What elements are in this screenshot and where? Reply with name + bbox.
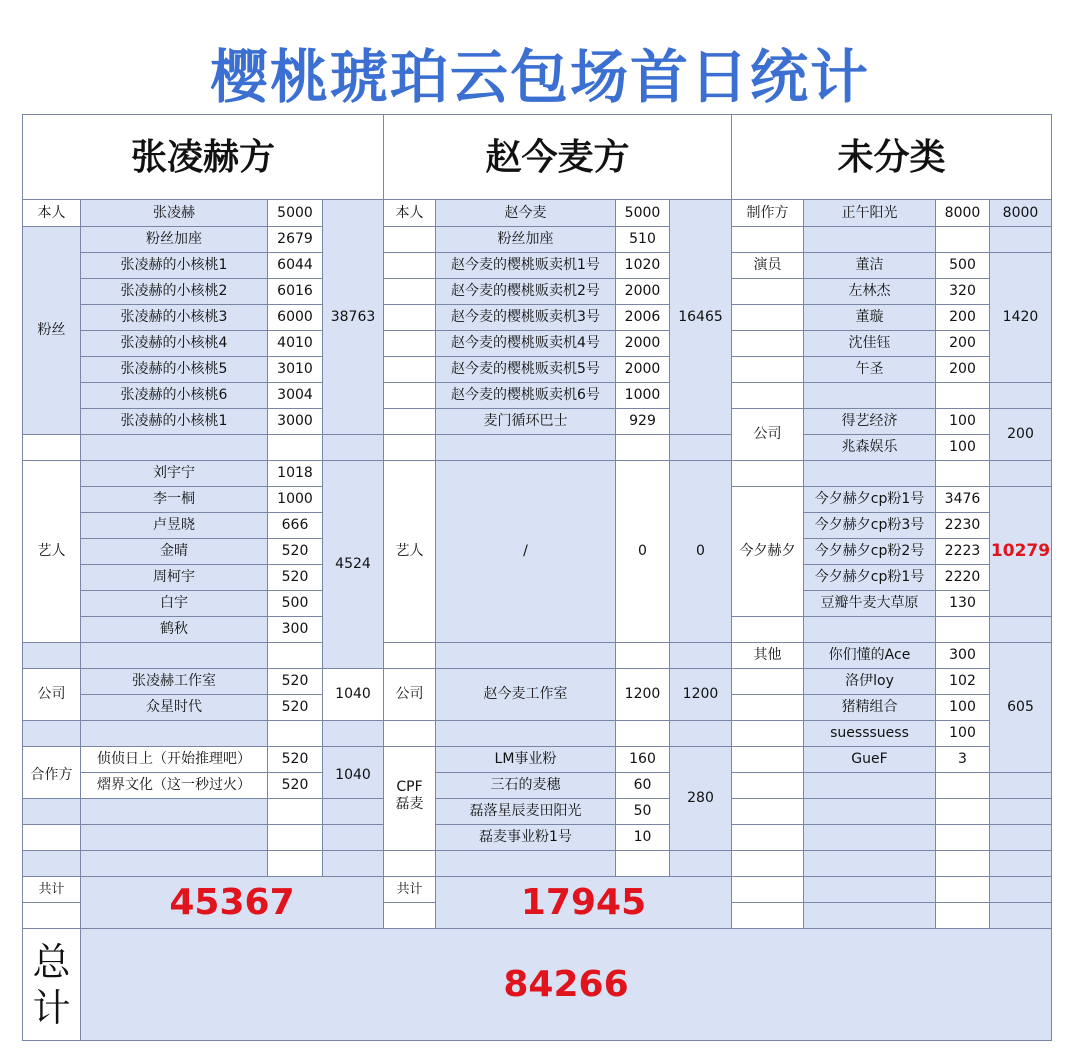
category-label: 公司 bbox=[731, 408, 804, 461]
entry-value: 1000 bbox=[267, 486, 323, 513]
entry-name: 左林杰 bbox=[803, 278, 936, 305]
entry-value: 520 bbox=[267, 668, 323, 695]
entry-name: 卢昱晓 bbox=[80, 512, 268, 539]
empty-cell bbox=[322, 798, 384, 825]
entry-value: 10 bbox=[615, 824, 670, 851]
entry-name: 粉丝加座 bbox=[80, 226, 268, 253]
empty-cell bbox=[731, 876, 804, 903]
empty-cell bbox=[383, 382, 436, 409]
entry-name: 张凌赫工作室 bbox=[80, 668, 268, 695]
entry-name: 张凌赫的小核桃1 bbox=[80, 408, 268, 435]
entry-name: 赵今麦的樱桃贩卖机6号 bbox=[435, 382, 616, 409]
empty-cell bbox=[803, 226, 936, 253]
entry-value: 1200 bbox=[615, 668, 670, 721]
entry-value: 60 bbox=[615, 772, 670, 799]
category-label: 粉丝 bbox=[22, 226, 81, 435]
empty-cell bbox=[989, 772, 1052, 799]
total-value: 45367 bbox=[80, 876, 384, 929]
entry-value: 160 bbox=[615, 746, 670, 773]
entry-value: 666 bbox=[267, 512, 323, 539]
empty-cell bbox=[731, 304, 804, 331]
entry-name: 熠界文化（这一秒过火） bbox=[80, 772, 268, 799]
empty-cell bbox=[435, 720, 616, 747]
entry-value: 130 bbox=[935, 590, 990, 617]
empty-cell bbox=[731, 902, 804, 929]
entry-value: 520 bbox=[267, 564, 323, 591]
empty-cell bbox=[935, 902, 990, 929]
empty-cell bbox=[383, 850, 436, 877]
entry-value: 100 bbox=[935, 434, 990, 461]
empty-cell bbox=[803, 850, 936, 877]
empty-cell bbox=[383, 278, 436, 305]
entry-name: GueF bbox=[803, 746, 936, 773]
total-value: 17945 bbox=[435, 876, 732, 929]
entry-name: 赵今麦的樱桃贩卖机3号 bbox=[435, 304, 616, 331]
category-label: 制作方 bbox=[731, 199, 804, 227]
entry-name: 正午阳光 bbox=[803, 199, 936, 227]
empty-cell bbox=[731, 720, 804, 747]
empty-cell bbox=[383, 434, 436, 461]
empty-cell bbox=[80, 798, 268, 825]
entry-name: suesssuess bbox=[803, 720, 936, 747]
empty-cell bbox=[731, 382, 804, 409]
empty-cell bbox=[935, 226, 990, 253]
subtotal: 8000 bbox=[989, 199, 1052, 227]
empty-cell bbox=[322, 850, 384, 877]
entry-name: 刘宇宁 bbox=[80, 460, 268, 487]
category-label: 公司 bbox=[383, 668, 436, 721]
empty-cell bbox=[383, 304, 436, 331]
entry-name: 鹤秋 bbox=[80, 616, 268, 643]
empty-cell bbox=[267, 798, 323, 825]
entry-name: 兆森娱乐 bbox=[803, 434, 936, 461]
empty-cell bbox=[669, 642, 732, 669]
entry-name: 张凌赫的小核桃6 bbox=[80, 382, 268, 409]
entry-value: 8000 bbox=[935, 199, 990, 227]
empty-cell bbox=[731, 278, 804, 305]
empty-cell bbox=[731, 330, 804, 357]
empty-cell bbox=[615, 642, 670, 669]
empty-cell bbox=[731, 824, 804, 851]
empty-cell bbox=[669, 850, 732, 877]
empty-cell bbox=[383, 642, 436, 669]
entry-value: 1020 bbox=[615, 252, 670, 279]
entry-value: 2000 bbox=[615, 278, 670, 305]
subtotal: 605 bbox=[989, 642, 1052, 773]
empty-cell bbox=[669, 434, 732, 461]
empty-cell bbox=[80, 434, 268, 461]
entry-value: 520 bbox=[267, 746, 323, 773]
empty-cell bbox=[267, 434, 323, 461]
empty-cell bbox=[803, 824, 936, 851]
header-left: 张凌赫方 bbox=[22, 114, 384, 200]
entry-name: 众星时代 bbox=[80, 694, 268, 721]
entry-name: 周柯宇 bbox=[80, 564, 268, 591]
subtotal: 1200 bbox=[669, 668, 732, 721]
entry-value: 320 bbox=[935, 278, 990, 305]
entry-name: 你们懂的Ace bbox=[803, 642, 936, 669]
empty-cell bbox=[383, 252, 436, 279]
total-label: 共计 bbox=[22, 876, 81, 903]
entry-value: 520 bbox=[267, 772, 323, 799]
empty-cell bbox=[731, 226, 804, 253]
entry-name: 猪精组合 bbox=[803, 694, 936, 721]
entry-name: 赵今麦的樱桃贩卖机5号 bbox=[435, 356, 616, 383]
empty-cell bbox=[267, 850, 323, 877]
empty-cell bbox=[935, 824, 990, 851]
subtotal: 1040 bbox=[322, 668, 384, 721]
entry-name: 李一桐 bbox=[80, 486, 268, 513]
empty-cell bbox=[989, 824, 1052, 851]
empty-cell bbox=[731, 668, 804, 695]
entry-value: 5000 bbox=[267, 199, 323, 227]
entry-value: 300 bbox=[935, 642, 990, 669]
grand-total-value: 84266 bbox=[80, 928, 1052, 1041]
empty-cell bbox=[322, 720, 384, 747]
entry-value: 1000 bbox=[615, 382, 670, 409]
entry-name: 磊落星辰麦田阳光 bbox=[435, 798, 616, 825]
entry-value: 3010 bbox=[267, 356, 323, 383]
empty-cell bbox=[803, 382, 936, 409]
empty-cell bbox=[435, 434, 616, 461]
entry-value: 4010 bbox=[267, 330, 323, 357]
entry-value: 6016 bbox=[267, 278, 323, 305]
category-label: 公司 bbox=[22, 668, 81, 721]
empty-cell bbox=[935, 772, 990, 799]
entry-value: 300 bbox=[267, 616, 323, 643]
empty-cell bbox=[615, 434, 670, 461]
entry-name: 豆瓣牛麦大草原 bbox=[803, 590, 936, 617]
empty-cell bbox=[80, 850, 268, 877]
empty-cell bbox=[22, 902, 81, 929]
empty-cell bbox=[267, 824, 323, 851]
empty-cell bbox=[615, 850, 670, 877]
header-middle: 赵今麦方 bbox=[383, 114, 732, 200]
empty-cell bbox=[80, 720, 268, 747]
subtotal: 200 bbox=[989, 408, 1052, 461]
category-label: 今夕赫夕 bbox=[731, 486, 804, 617]
empty-cell bbox=[22, 798, 81, 825]
entry-name: / bbox=[435, 460, 616, 643]
empty-cell bbox=[383, 902, 436, 929]
empty-cell bbox=[383, 330, 436, 357]
subtotal: 0 bbox=[669, 460, 732, 643]
category-label: 其他 bbox=[731, 642, 804, 669]
empty-cell bbox=[731, 798, 804, 825]
entry-value: 520 bbox=[267, 538, 323, 565]
empty-cell bbox=[935, 850, 990, 877]
category-label: 合作方 bbox=[22, 746, 81, 799]
entry-value: 500 bbox=[267, 590, 323, 617]
entry-value: 100 bbox=[935, 408, 990, 435]
entry-value: 50 bbox=[615, 798, 670, 825]
entry-value: 6000 bbox=[267, 304, 323, 331]
empty-cell bbox=[22, 850, 81, 877]
empty-cell bbox=[935, 798, 990, 825]
empty-cell bbox=[989, 850, 1052, 877]
empty-cell bbox=[731, 356, 804, 383]
empty-cell bbox=[803, 798, 936, 825]
entry-name: 今夕赫夕cp粉1号 bbox=[803, 564, 936, 591]
empty-cell bbox=[989, 616, 1052, 643]
entry-value: 6044 bbox=[267, 252, 323, 279]
entry-name: 白宇 bbox=[80, 590, 268, 617]
empty-cell bbox=[322, 824, 384, 851]
empty-cell bbox=[803, 876, 936, 903]
entry-name: 董洁 bbox=[803, 252, 936, 279]
header-right: 未分类 bbox=[731, 114, 1052, 200]
empty-cell bbox=[731, 772, 804, 799]
empty-cell bbox=[935, 876, 990, 903]
empty-cell bbox=[80, 824, 268, 851]
empty-cell bbox=[22, 824, 81, 851]
entry-name: 粉丝加座 bbox=[435, 226, 616, 253]
entry-value: 510 bbox=[615, 226, 670, 253]
total-label: 共计 bbox=[383, 876, 436, 903]
entry-value: 929 bbox=[615, 408, 670, 435]
entry-value: 100 bbox=[935, 720, 990, 747]
entry-value: 500 bbox=[935, 252, 990, 279]
empty-cell bbox=[989, 226, 1052, 253]
empty-cell bbox=[989, 460, 1052, 487]
grand-total-label: 总 计 bbox=[22, 928, 81, 1041]
entry-name: LM事业粉 bbox=[435, 746, 616, 773]
entry-name: 张凌赫的小核桃3 bbox=[80, 304, 268, 331]
empty-cell bbox=[989, 798, 1052, 825]
entry-value: 2000 bbox=[615, 356, 670, 383]
empty-cell bbox=[383, 720, 436, 747]
category-label: 本人 bbox=[22, 199, 81, 227]
subtotal: 16465 bbox=[669, 199, 732, 435]
entry-value: 2000 bbox=[615, 330, 670, 357]
entry-value: 2223 bbox=[935, 538, 990, 565]
empty-cell bbox=[383, 226, 436, 253]
category-label: CPF 磊麦 bbox=[383, 746, 436, 851]
empty-cell bbox=[803, 772, 936, 799]
subtotal: 4524 bbox=[322, 460, 384, 669]
entry-name: 得艺经济 bbox=[803, 408, 936, 435]
entry-value: 5000 bbox=[615, 199, 670, 227]
subtotal: 10279 bbox=[989, 486, 1052, 617]
entry-value: 100 bbox=[935, 694, 990, 721]
empty-cell bbox=[731, 694, 804, 721]
entry-name: 张凌赫 bbox=[80, 199, 268, 227]
category-label: 艺人 bbox=[383, 460, 436, 643]
page-title: 樱桃琥珀云包场首日统计 bbox=[209, 43, 870, 111]
entry-name: 董璇 bbox=[803, 304, 936, 331]
entry-name: 赵今麦工作室 bbox=[435, 668, 616, 721]
entry-value: 2230 bbox=[935, 512, 990, 539]
entry-name: 张凌赫的小核桃5 bbox=[80, 356, 268, 383]
entry-name: 今夕赫夕cp粉2号 bbox=[803, 538, 936, 565]
empty-cell bbox=[731, 850, 804, 877]
empty-cell bbox=[989, 876, 1052, 903]
subtotal: 280 bbox=[669, 746, 732, 851]
entry-name: 沈佳钰 bbox=[803, 330, 936, 357]
entry-name: 午圣 bbox=[803, 356, 936, 383]
entry-value: 200 bbox=[935, 330, 990, 357]
empty-cell bbox=[803, 460, 936, 487]
empty-cell bbox=[435, 642, 616, 669]
entry-name: 张凌赫的小核桃1 bbox=[80, 252, 268, 279]
category-label: 艺人 bbox=[22, 460, 81, 643]
empty-cell bbox=[80, 642, 268, 669]
subtotal: 38763 bbox=[322, 199, 384, 435]
entry-name: 张凌赫的小核桃2 bbox=[80, 278, 268, 305]
entry-name: 洛伊loy bbox=[803, 668, 936, 695]
entry-name: 赵今麦的樱桃贩卖机1号 bbox=[435, 252, 616, 279]
empty-cell bbox=[267, 720, 323, 747]
entry-value: 2220 bbox=[935, 564, 990, 591]
empty-cell bbox=[383, 408, 436, 435]
entry-value: 520 bbox=[267, 694, 323, 721]
empty-cell bbox=[731, 460, 804, 487]
empty-cell bbox=[989, 902, 1052, 929]
empty-cell bbox=[731, 616, 804, 643]
entry-name: 三石的麦穗 bbox=[435, 772, 616, 799]
empty-cell bbox=[731, 746, 804, 773]
entry-value: 2006 bbox=[615, 304, 670, 331]
entry-name: 赵今麦的樱桃贩卖机4号 bbox=[435, 330, 616, 357]
entry-value: 3000 bbox=[267, 408, 323, 435]
empty-cell bbox=[383, 356, 436, 383]
entry-value: 3 bbox=[935, 746, 990, 773]
empty-cell bbox=[669, 720, 732, 747]
entry-name: 赵今麦 bbox=[435, 199, 616, 227]
empty-cell bbox=[935, 382, 990, 409]
empty-cell bbox=[935, 460, 990, 487]
entry-name: 今夕赫夕cp粉3号 bbox=[803, 512, 936, 539]
entry-value: 3004 bbox=[267, 382, 323, 409]
entry-name: 赵今麦的樱桃贩卖机2号 bbox=[435, 278, 616, 305]
entry-value: 2679 bbox=[267, 226, 323, 253]
entry-name: 张凌赫的小核桃4 bbox=[80, 330, 268, 357]
empty-cell bbox=[935, 616, 990, 643]
empty-cell bbox=[803, 902, 936, 929]
entry-name: 磊麦事业粉1号 bbox=[435, 824, 616, 851]
entry-name: 麦门循环巴士 bbox=[435, 408, 616, 435]
empty-cell bbox=[322, 434, 384, 461]
subtotal: 1420 bbox=[989, 252, 1052, 383]
empty-cell bbox=[22, 434, 81, 461]
entry-value: 200 bbox=[935, 304, 990, 331]
empty-cell bbox=[267, 642, 323, 669]
empty-cell bbox=[989, 382, 1052, 409]
subtotal: 1040 bbox=[322, 746, 384, 799]
entry-value: 0 bbox=[615, 460, 670, 643]
entry-value: 200 bbox=[935, 356, 990, 383]
entry-name: 今夕赫夕cp粉1号 bbox=[803, 486, 936, 513]
entry-name: 侦侦日上（开始推理吧） bbox=[80, 746, 268, 773]
empty-cell bbox=[803, 616, 936, 643]
empty-cell bbox=[435, 850, 616, 877]
category-label: 本人 bbox=[383, 199, 436, 227]
empty-cell bbox=[615, 720, 670, 747]
entry-value: 3476 bbox=[935, 486, 990, 513]
category-label: 演员 bbox=[731, 252, 804, 279]
entry-value: 1018 bbox=[267, 460, 323, 487]
empty-cell bbox=[22, 720, 81, 747]
empty-cell bbox=[22, 642, 81, 669]
entry-name: 金晴 bbox=[80, 538, 268, 565]
entry-value: 102 bbox=[935, 668, 990, 695]
